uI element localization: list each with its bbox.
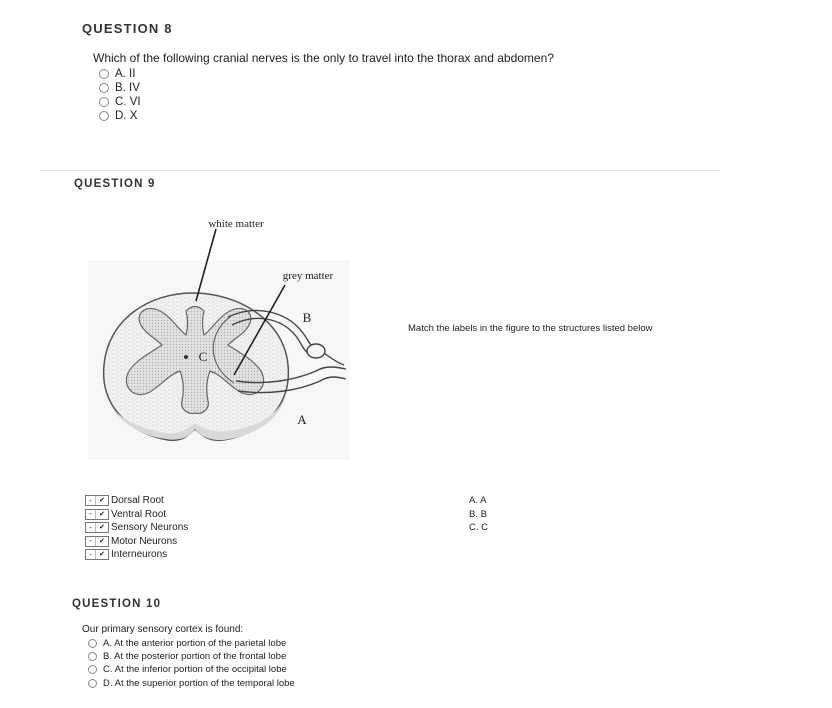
matching-list xyxy=(85,494,188,562)
match-row-interneurons xyxy=(85,548,188,562)
question-10-title: QUESTION 10 xyxy=(72,598,162,610)
option-label: D. At the superior portion of the temporal lobe xyxy=(103,677,295,689)
match-item-label: Motor Neurons xyxy=(111,535,178,547)
option-label: A. II xyxy=(115,68,136,80)
chevron-down-icon: ✔ xyxy=(99,524,105,532)
match-item-label: Ventral Root xyxy=(111,508,167,520)
chevron-down-icon: ✔ xyxy=(99,510,105,518)
match-select[interactable]: - ✔ xyxy=(85,509,109,520)
match-select[interactable]: - ✔ xyxy=(85,549,109,560)
spinal-cord-figure xyxy=(88,205,350,460)
question-10-option-d[interactable] xyxy=(88,677,295,690)
radio-icon[interactable] xyxy=(88,639,97,648)
option-label: A. At the anterior portion of the parietal lobe xyxy=(103,638,287,650)
answer-a: A. A xyxy=(469,495,487,506)
chevron-down-icon: ✔ xyxy=(99,551,105,559)
radio-icon[interactable] xyxy=(88,679,97,688)
question-8-title: QUESTION 8 xyxy=(82,21,173,36)
question-10-option-a[interactable] xyxy=(88,637,295,650)
question-10-option-c[interactable] xyxy=(88,663,295,676)
question-8-option-c[interactable] xyxy=(99,95,141,109)
match-select[interactable]: - ✔ xyxy=(85,522,109,533)
question-10-options xyxy=(88,637,295,690)
option-label: C. At the inferior portion of the occipital lobe xyxy=(103,664,287,676)
match-row-sensory-neurons xyxy=(85,521,188,535)
question-9-title: QUESTION 9 xyxy=(74,178,156,190)
radio-icon[interactable] xyxy=(99,97,109,107)
central-canal xyxy=(184,355,188,359)
match-row-dorsal-root xyxy=(85,494,188,508)
match-row-ventral-root xyxy=(85,508,188,522)
label-a: A xyxy=(297,412,307,427)
chevron-down-icon: ✔ xyxy=(99,537,105,545)
radio-icon[interactable] xyxy=(99,69,109,79)
chevron-down-icon: ✔ xyxy=(99,497,105,505)
radio-icon[interactable] xyxy=(99,83,109,93)
label-c: C xyxy=(198,349,208,364)
question-10-text: Our primary sensory cortex is found: xyxy=(82,624,244,635)
match-select[interactable]: - ✔ xyxy=(85,495,109,506)
question-8-options xyxy=(99,67,141,123)
dorsal-root-ganglion xyxy=(307,344,325,358)
radio-icon[interactable] xyxy=(99,111,109,121)
question-8-option-d[interactable] xyxy=(99,109,141,123)
match-item-label: Dorsal Root xyxy=(111,495,164,507)
match-row-motor-neurons xyxy=(85,535,188,549)
radio-icon[interactable] xyxy=(88,652,97,661)
option-label: B. At the posterior portion of the frontal lobe xyxy=(103,651,287,663)
section-divider xyxy=(40,170,720,171)
white-matter-label: white matter xyxy=(208,218,264,230)
option-label: B. IV xyxy=(115,82,140,94)
answer-b: B. B xyxy=(469,508,487,520)
match-item-label: Sensory Neurons xyxy=(111,522,189,534)
question-8-option-b[interactable] xyxy=(99,81,141,95)
answer-c: C. C xyxy=(469,522,488,533)
question-9-instruction: Match the labels in the figure to the structures listed below xyxy=(408,323,653,334)
option-label: D. X xyxy=(115,110,138,122)
match-select[interactable]: - ✔ xyxy=(85,536,109,547)
question-8-text: Which of the following cranial nerves is the only to travel into the thorax and abdomen? xyxy=(93,51,554,65)
answer-list xyxy=(469,494,488,535)
match-item-label: Interneurons xyxy=(111,549,168,561)
option-label: C. VI xyxy=(115,96,141,108)
label-b: B xyxy=(302,310,312,325)
question-8-option-a[interactable] xyxy=(99,67,141,81)
radio-icon[interactable] xyxy=(88,665,97,674)
question-10-option-b[interactable] xyxy=(88,650,295,663)
grey-matter-label: grey matter xyxy=(282,270,334,282)
